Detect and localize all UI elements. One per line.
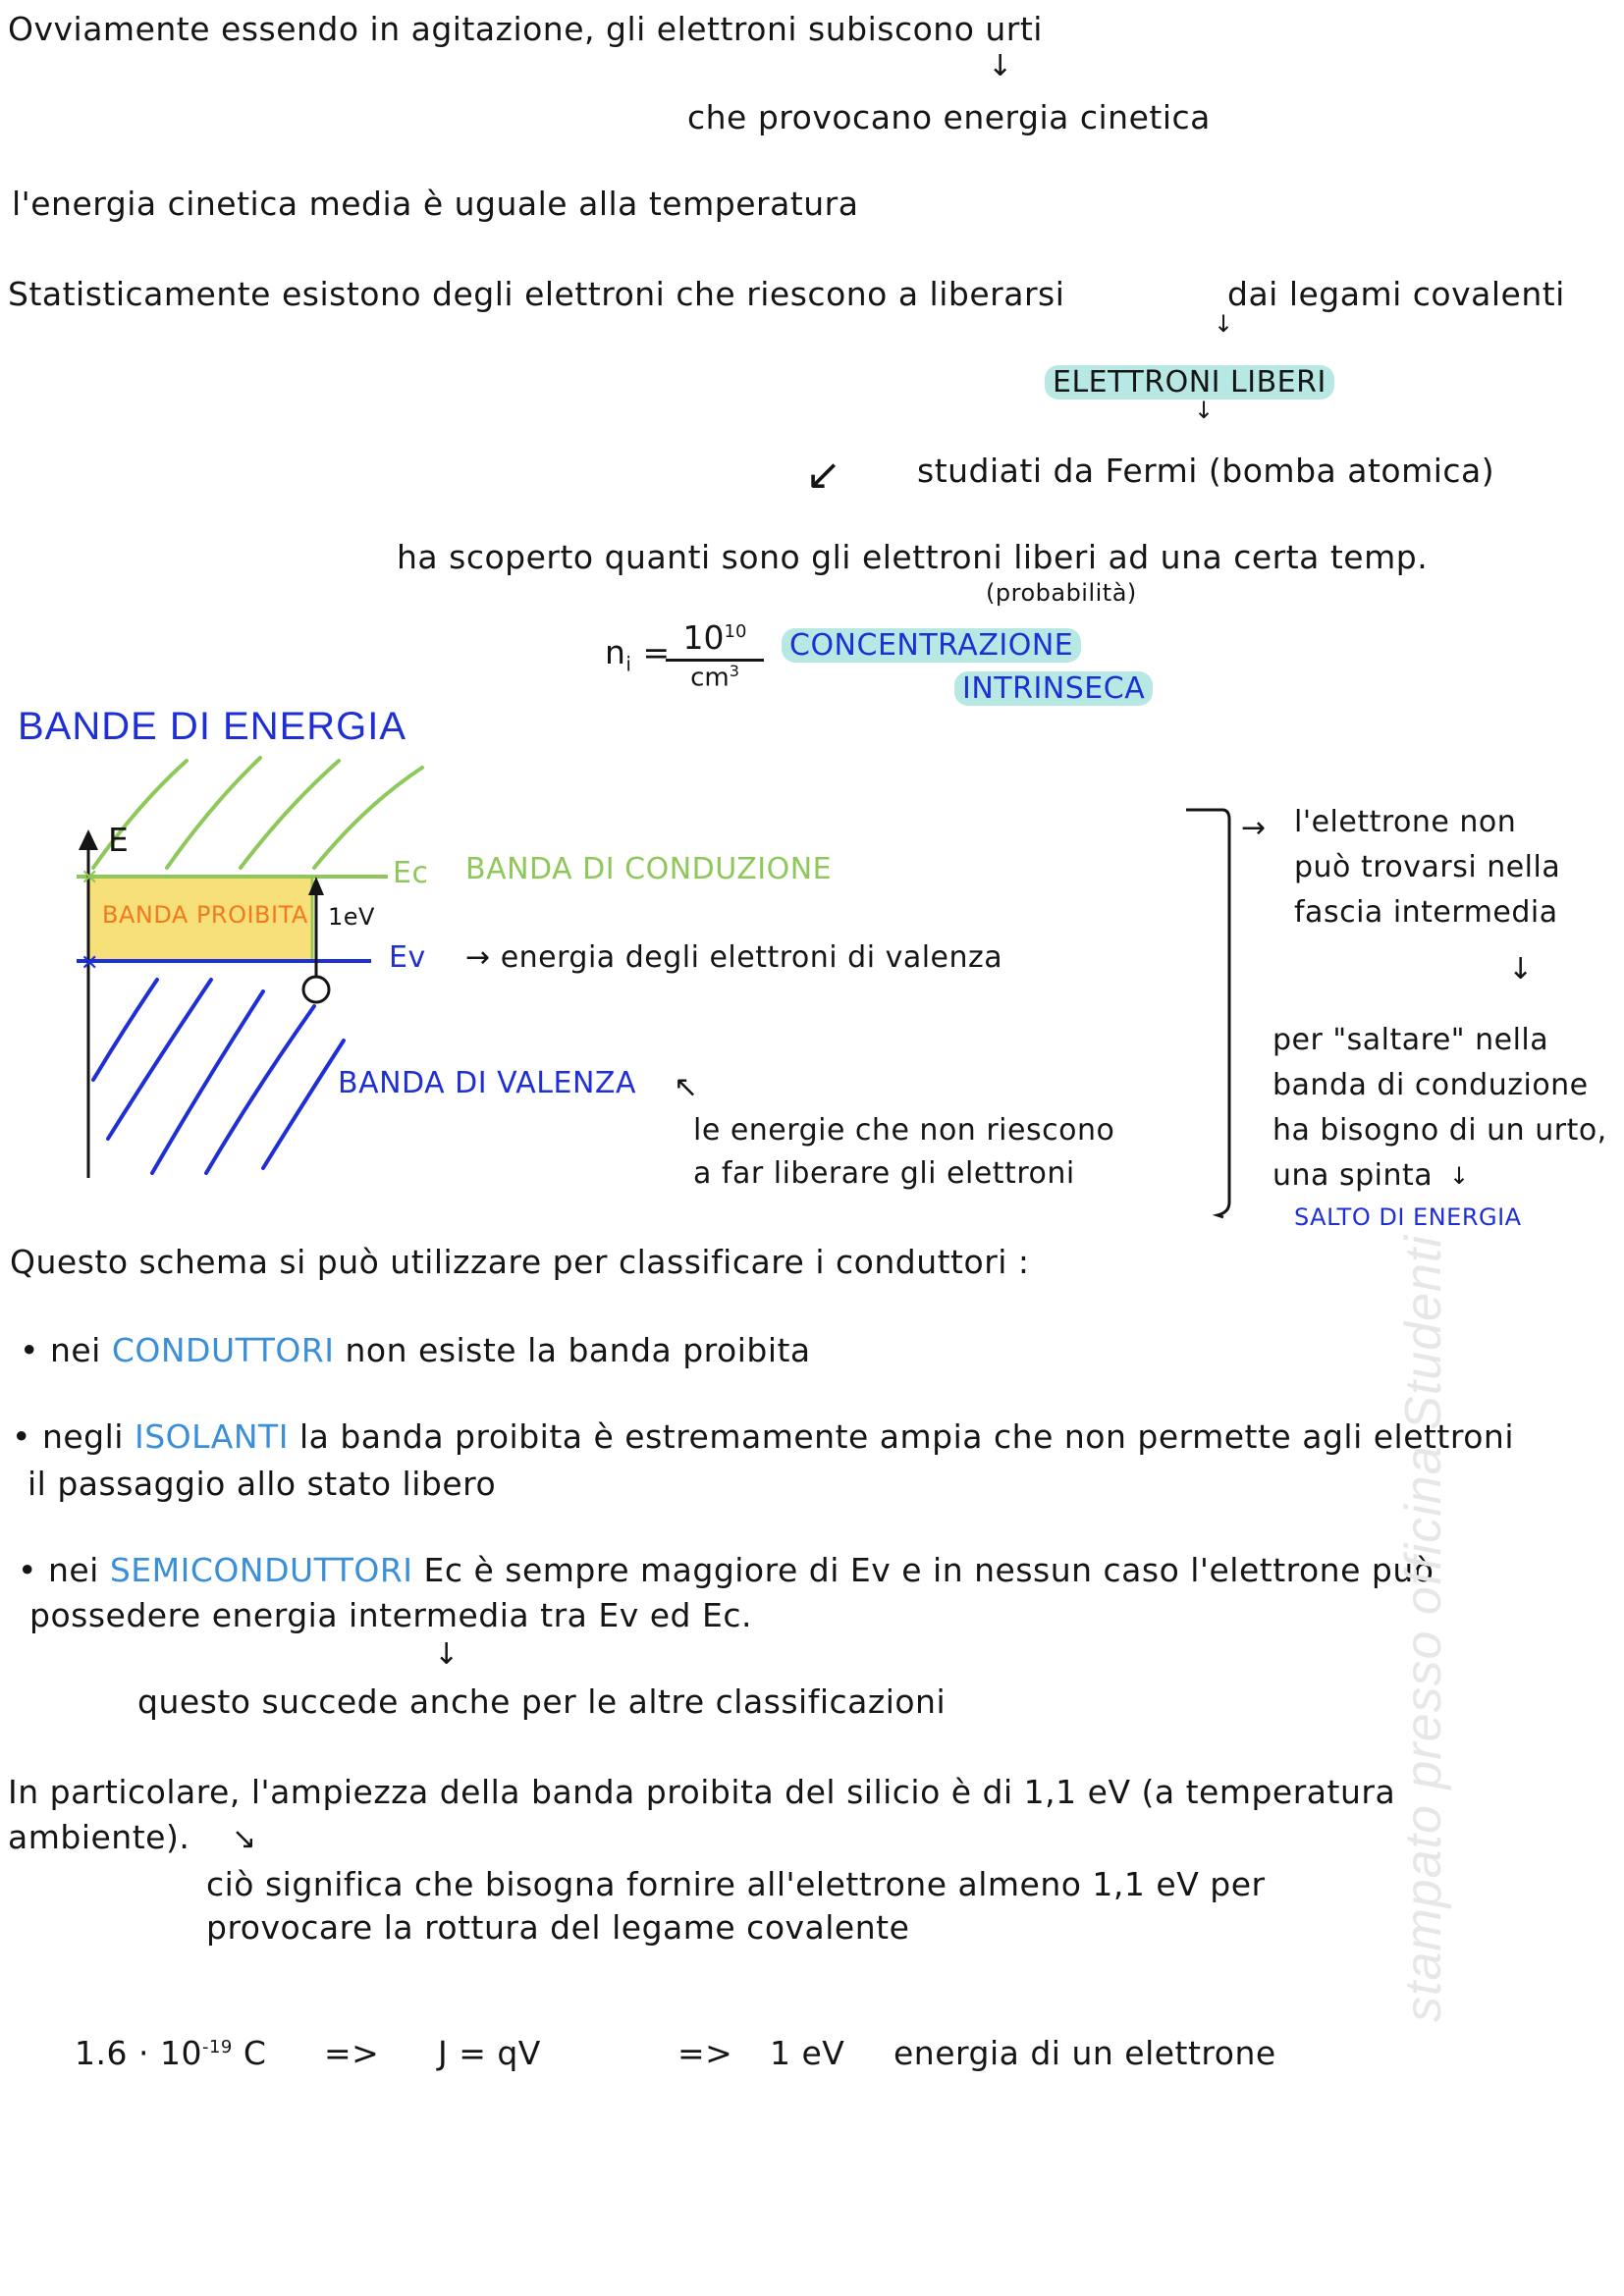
ev-description: → energia degli elettroni di valenza bbox=[465, 940, 1003, 975]
side-note-7: una spinta bbox=[1272, 1158, 1434, 1193]
down-arrow-icon: ↓ bbox=[988, 49, 1013, 83]
ev-marker-icon: ✕ bbox=[81, 951, 99, 976]
side-bracket bbox=[1186, 810, 1229, 1217]
note-line-3: l'energia cinetica media è uguale alla temperatura bbox=[12, 185, 859, 223]
silicon-line-2: ambiente). bbox=[8, 1818, 190, 1856]
ev-description-note: energia di un elettrone bbox=[893, 2034, 1276, 2072]
bullet-semiconductors-line-2: possedere energia intermedia tra Ev ed Ec. bbox=[29, 1596, 752, 1634]
bullet-insulators-line-2: il passaggio allo stato libero bbox=[27, 1465, 497, 1503]
probability-note: (probabilità) bbox=[986, 579, 1137, 607]
joule-formula: J = qV bbox=[438, 2034, 541, 2072]
valence-note-1: le energie che non riescono bbox=[693, 1113, 1115, 1148]
ev-label: Ev bbox=[389, 940, 426, 975]
ni-fraction: $10^{10}$ $cm^3$ bbox=[666, 618, 764, 693]
forbidden-band-label: BANDA PROIBITA bbox=[102, 901, 308, 929]
energy-bands-title: BANDE DI ENERGIA bbox=[18, 705, 407, 748]
electron-icon bbox=[303, 977, 329, 1002]
silicon-note-1: ciò significa che bisogna fornire all'elettrone almeno 1,1 eV per bbox=[206, 1865, 1266, 1903]
discovery-note: ha scoperto quanti sono gli elettroni liberi ad una certa temp. bbox=[397, 538, 1429, 576]
conduction-band-label: BANDA DI CONDUZIONE bbox=[465, 852, 833, 886]
side-note-6: ha bisogno di un urto, bbox=[1272, 1113, 1607, 1148]
fermi-note: studiati da Fermi (bomba atomica) bbox=[917, 452, 1495, 490]
side-note-5: banda di conduzione bbox=[1272, 1068, 1589, 1102]
up-left-arrow-icon: ↖ bbox=[674, 1070, 699, 1104]
right-arrow-icon: → bbox=[465, 940, 501, 975]
conduction-band-hatch bbox=[93, 758, 422, 868]
silicon-line-1: In particolare, l'ampiezza della banda proibita del silicio è di 1,1 eV (a temperatura bbox=[8, 1773, 1396, 1811]
valence-note-2: a far liberare gli elettroni bbox=[693, 1156, 1075, 1191]
down-right-arrow-icon: ↘ bbox=[232, 1822, 257, 1856]
valence-band-hatch bbox=[93, 980, 344, 1173]
note-line-2: che provocano energia cinetica bbox=[687, 98, 1211, 136]
bullet-conductors: • nei CONDUTTORI non esiste la banda proibita bbox=[20, 1331, 811, 1369]
side-note-2: può trovarsi nella bbox=[1294, 850, 1561, 884]
concentration-label-2: INTRINSECA bbox=[954, 671, 1153, 706]
gap-value-label: 1eV bbox=[328, 903, 375, 931]
concentration-label-1: CONCENTRAZIONE bbox=[782, 628, 1081, 663]
side-note-1: l'elettrone non bbox=[1294, 805, 1517, 839]
free-electrons-label: ELETTRONI LIBERI bbox=[1045, 365, 1334, 400]
ni-symbol: $n_i$ = bbox=[605, 633, 671, 676]
implies-2: => bbox=[677, 2034, 733, 2072]
axis-arrow-icon bbox=[79, 829, 98, 850]
classification-intro: Questo schema si può utilizzare per classificare i conduttori : bbox=[10, 1243, 1030, 1281]
ec-label: Ec bbox=[393, 856, 429, 890]
bullet-semiconductors: • nei SEMICONDUTTORI Ec è sempre maggiore di Ev e in nessun caso l'elettrone può bbox=[18, 1551, 1435, 1589]
side-note-3: fascia intermedia bbox=[1294, 895, 1558, 930]
watermark-text: stampato presso officina Studenti bbox=[1395, 1235, 1452, 2022]
note-line-1: Ovviamente essendo in agitazione, gli elettroni subiscono urti bbox=[8, 10, 1043, 48]
implies-1: => bbox=[324, 2034, 380, 2072]
bullet-insulators: • negli ISOLANTI la banda proibita è estremamente ampia che non permette agli elettroni bbox=[12, 1417, 1514, 1456]
silicon-note-2: provocare la rottura del legame covalente bbox=[206, 1908, 910, 1947]
semiconductors-note: questo succede anche per le altre classificazioni bbox=[137, 1682, 947, 1721]
valence-band-label: BANDA DI VALENZA bbox=[338, 1066, 636, 1100]
charge-value: $1.6 \cdot 10^{-19}$ C bbox=[75, 2034, 267, 2072]
side-arrow-icon: → bbox=[1241, 811, 1267, 845]
down-arrow-icon: ↓ bbox=[1508, 952, 1534, 987]
down-arrow-icon: ↓ bbox=[1214, 310, 1234, 338]
down-arrow-icon: ↓ bbox=[434, 1637, 460, 1672]
axis-label: E bbox=[108, 821, 130, 859]
side-note-4: per "saltare" nella bbox=[1272, 1023, 1549, 1057]
down-arrow-icon: ↓ bbox=[1194, 397, 1215, 424]
ec-marker-icon: ✕ bbox=[81, 866, 99, 890]
down-arrow-icon: ↓ bbox=[1449, 1162, 1470, 1190]
energy-jump-label: SALTO DI ENERGIA bbox=[1294, 1203, 1522, 1231]
ev-unit: 1 eV bbox=[770, 2034, 845, 2072]
note-line-4a: Statisticamente esistono degli elettroni che riescono a liberarsi bbox=[8, 275, 1065, 313]
curved-arrow-icon: ↙ bbox=[805, 450, 841, 500]
note-line-4b: dai legami covalenti bbox=[1227, 275, 1565, 313]
